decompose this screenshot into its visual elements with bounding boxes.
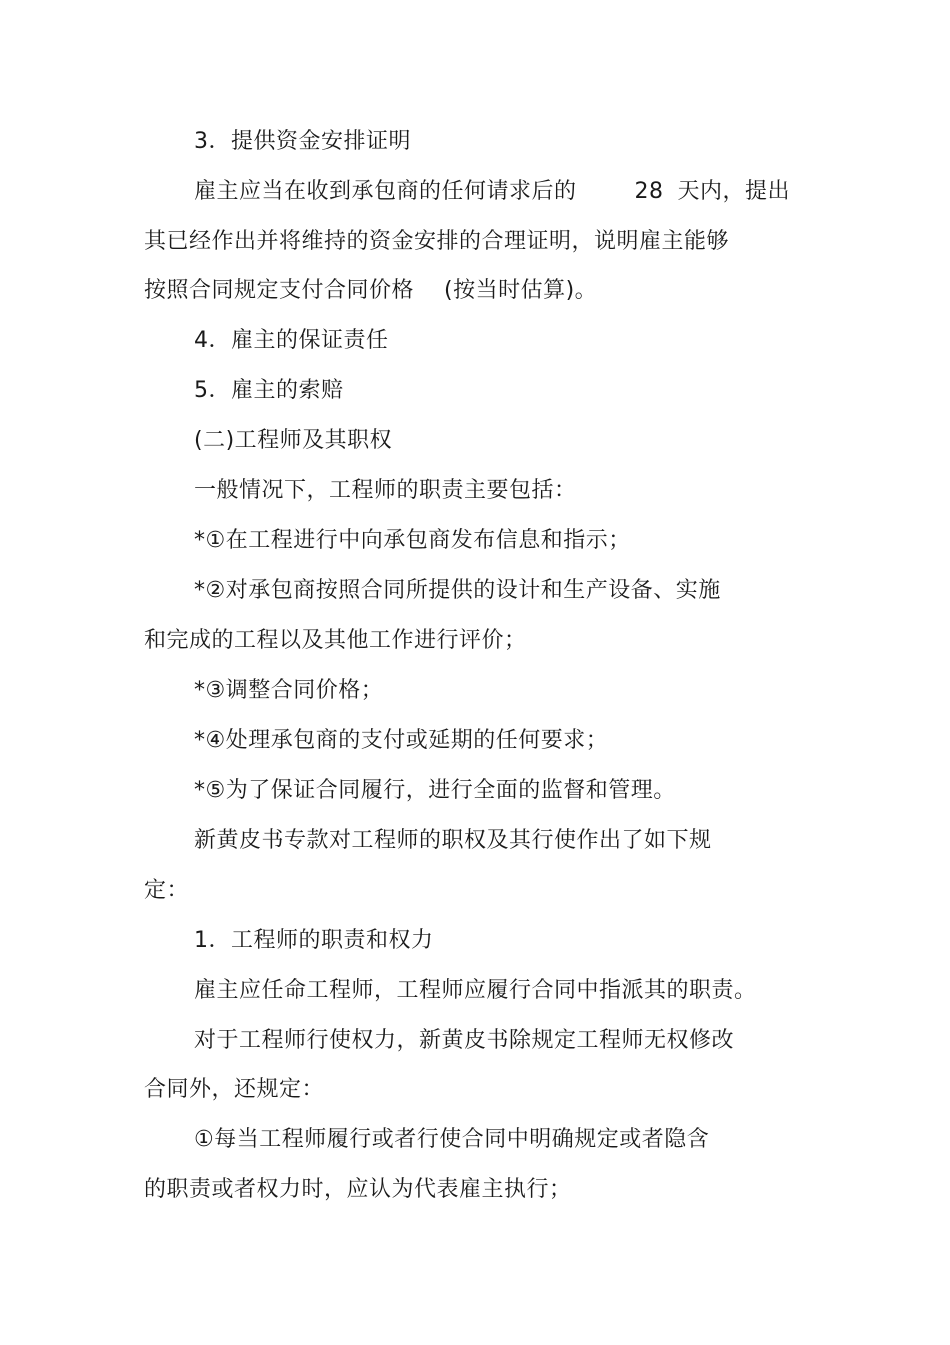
line-text: *③调整合同价格； [194,678,384,703]
section-heading-3 [194,127,411,157]
paragraph-line [194,826,712,856]
paragraph-line [144,1075,324,1105]
line-text: 的职责或者权力时，应认为代表雇主执行； [144,1177,572,1202]
line-text: *②对承包商按照合同所提供的设计和生产设备、实施 [194,578,721,603]
line-text: (二)工程师及其职权 [194,428,393,453]
list-item [194,576,721,606]
paragraph-line [194,1125,709,1155]
line-text: ①每当工程师履行或者行使合同中明确规定或者隐含 [194,1127,710,1152]
line-text: *④处理承包商的支付或延期的任何要求； [194,728,609,753]
paragraph-line [194,177,790,207]
list-item-continuation [144,626,527,656]
paragraph-line [194,476,577,506]
line-text: 合同外，还规定： [144,1077,325,1102]
paragraph-line [194,976,757,1006]
line-text: 3．提供资金安排证明 [194,129,411,154]
line-text: 其已经作出并将维持的资金安排的合理证明，说明雇主能够 [144,229,730,254]
list-item [194,776,676,806]
line-text: 新黄皮书专款对工程师的职权及其行使作出了如下规 [194,828,712,853]
section-heading-2 [194,426,392,456]
paragraph-line [144,876,189,906]
section-heading-5 [194,376,344,406]
line-text: 对于工程师行使权力，新黄皮书除规定工程师无权修改 [194,1028,735,1053]
line-text: 和完成的工程以及其他工作进行评价； [144,628,527,653]
line-text: *①在工程进行中向承包商发布信息和指示； [194,528,631,553]
line-text: 雇主应任命工程师，工程师应履行合同中指派其的职责。 [194,978,757,1003]
line-text: 天内，提出 [677,179,791,204]
line-text: 4．雇主的保证责任 [194,328,389,353]
list-item [194,726,608,756]
line-text: (按当时估算)。 [444,278,598,303]
line-text: *⑤为了保证合同履行，进行全面的监督和管理。 [194,778,676,803]
list-item [194,676,383,706]
paragraph-line [144,1175,572,1205]
line-text: 按照合同规定支付合同价格 [144,278,415,303]
line-text: 一般情况下，工程师的职责主要包括： [194,478,577,503]
line-text: 定： [144,878,190,903]
line-text: 5．雇主的索赔 [194,378,344,403]
paragraph-line [194,1026,734,1056]
list-item [194,526,631,556]
line-text: 1．工程师的职责和权力 [194,928,434,953]
section-heading-4 [194,326,389,356]
paragraph-line [144,276,597,306]
section-heading-1 [194,926,434,956]
line-text: 雇主应当在收到承包商的任何请求后的 [194,179,577,204]
paragraph-line [144,227,729,257]
days-number: 28 [634,179,664,204]
